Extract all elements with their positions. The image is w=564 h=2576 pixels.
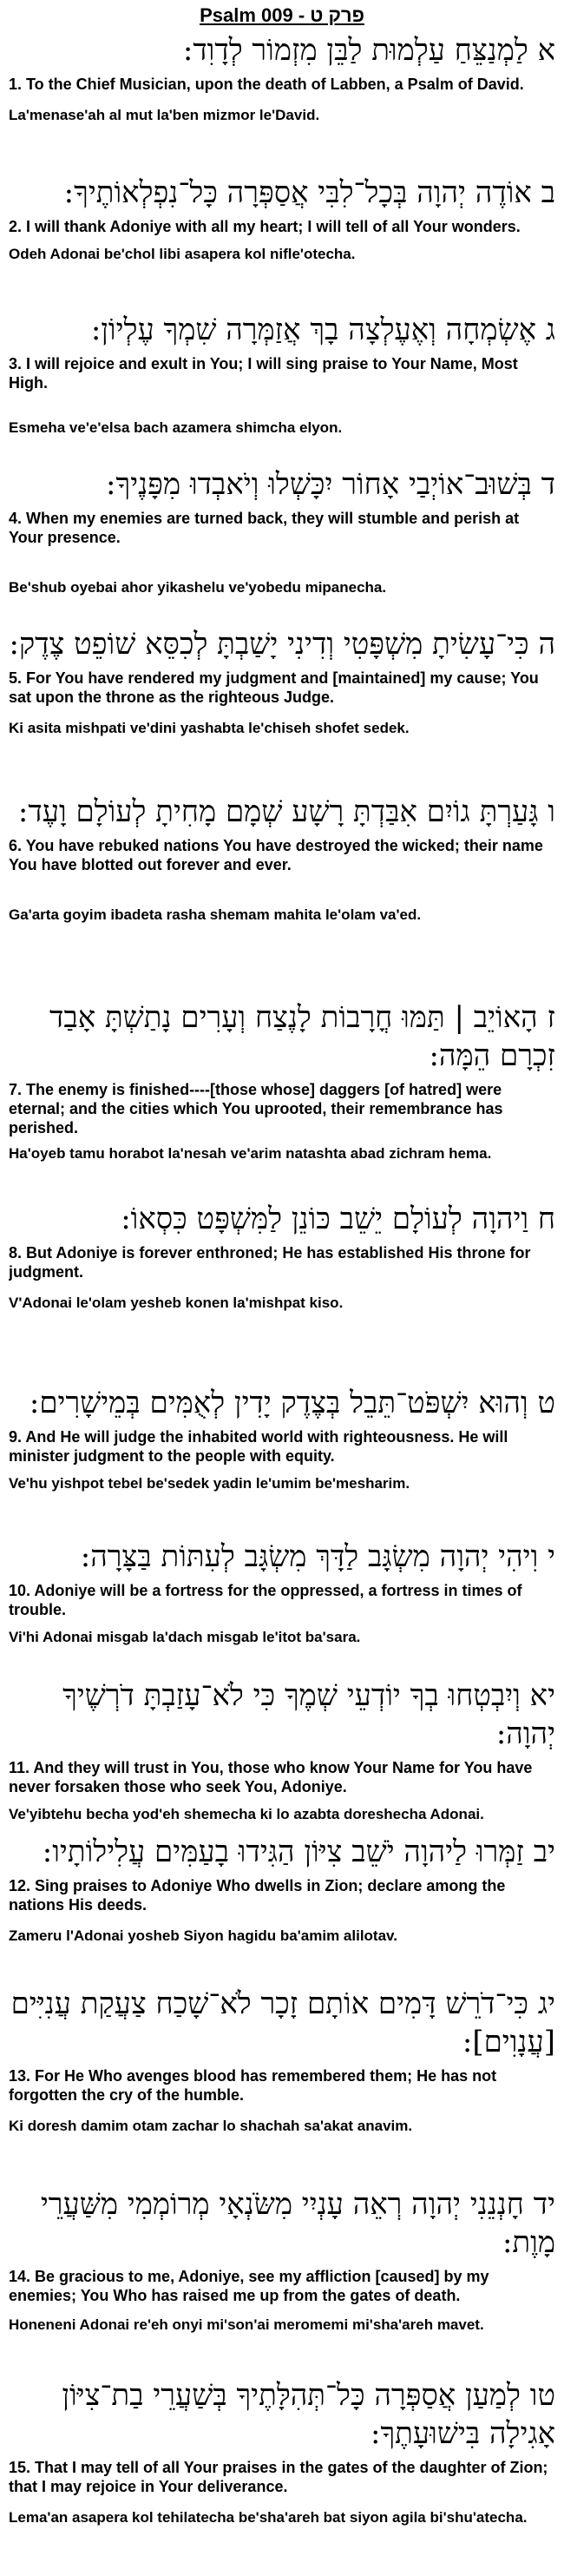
transliteration: Ki asita mishpati ve'dini yashabta le'chiseh shofet sedek.	[9, 720, 410, 736]
transliteration: Ha'oyeb tamu horabot la'nesah ve'arim natashta abad zichram hema.	[9, 1145, 492, 1162]
english-translation: 1. To the Chief Musician, upon the death of Labben, a Psalm of David.	[9, 76, 524, 93]
verse-13	[9, 1985, 555, 2185]
english-translation: 3. I will rejoice and exult in You; I will sing praise to Your Name, Most High.	[9, 355, 518, 392]
hebrew-text: ד בְּשׁוּב־אוֹיְבַי אָחוֹר יִכָּשְׁלוּ וְיֹאבְדוּ מִפָּנֶיךָ:	[106, 467, 555, 502]
english-translation: 7. The enemy is finished----[those whose] daggers [of hatred] were eternal; and the cities which You uprooted, their remembrance has perished.	[9, 1081, 503, 1136]
english-translation: 15. That I may tell of all Your praises in the gates of the daughter of Zion; that I may rejoice in Your deliverance.	[9, 2459, 548, 2495]
english-translation: 13. For He Who avenges blood has remembered them; He has not forgotten the cry of the humble.	[9, 2067, 497, 2104]
verse-9	[9, 1384, 555, 1538]
hebrew-text: י וִיהִי יְהוָה מִשְׂגָּב לַדָּךְ מִשְׂגָּב לְעִתּוֹת בַּצָּרָה:	[80, 1539, 555, 1574]
verse-15	[9, 2376, 555, 2573]
transliteration: Ki doresh damim otam zachar lo shachah sa'akat anavim.	[9, 2118, 413, 2134]
hebrew-text: יג כִּי־דֹרֵשׁ דָּמִים אוֹתָם זָכָר לֹא־שָׁכַח צַעֲקַת עֲנִיִּים [עֲנָוִים]:	[10, 1986, 555, 2059]
verse-2	[9, 174, 555, 311]
hebrew-text: ח וַיהוָה לְעוֹלָם יֵשֵׁב כּוֹנֵן לַמִּשְׁפָּט כִּסְאוֹ:	[121, 1202, 555, 1236]
english-translation: 6. You have rebuked nations You have destroyed the wicked; their name You have blotted out forever and ever.	[9, 837, 543, 873]
transliteration: Zameru l'Adonai yosheb Siyon hagidu ba'amim alilotav.	[9, 1927, 397, 1944]
transliteration: Ga'arta goyim ibadeta rasha shemam mahita le'olam va'ed.	[9, 906, 422, 923]
english-translation: 5. For You have rendered my judgment and [maintained] my cause; You sat upon the throne as the righteous Judge.	[9, 669, 539, 706]
hebrew-text: ז הָאוֹיֵב | תַּמּוּ חֳרָבוֹת לָנֶצַח וְעָרִים נָתַשְׁתָּ אָבַד זִכְרָם הֵמָּה:	[49, 1000, 555, 1073]
verse-6	[9, 793, 555, 998]
english-translation: 2. I will thank Adoniye with all my heart; I will tell of all Your wonders.	[9, 218, 521, 235]
english-translation: 10. Adoniye will be a fortress for the oppressed, a fortress in times of trouble.	[9, 1582, 522, 1618]
transliteration: La'menase'ah al mut la'ben mizmor le'David.	[9, 107, 320, 123]
transliteration: Ve'hu yishpot tebel be'sedek yadin le'umim be'mesharim.	[9, 1475, 410, 1492]
verse-7	[9, 998, 555, 1200]
hebrew-text: יד חָנְנֵנִי יְהוָה רְאֵה עָנְיִי מִשֹּׂנְאָי מְרוֹמְמִי מִשַּׁעֲרֵי מָוֶת:	[40, 2187, 555, 2260]
english-translation: 8. But Adoniye is forever enthroned; He has established His throne for judgment.	[9, 1244, 531, 1281]
transliteration: Esmeha ve'e'elsa bach azamera shimcha elyon.	[9, 419, 343, 436]
hebrew-text: ט וְהוּא יִשְׁפֹּט־תֵּבֵל בְּצֶדֶק יָדִין לְאֻמִּים בְּמֵישָׁרִים:	[29, 1386, 555, 1420]
verse-14	[9, 2185, 555, 2376]
verse-10	[9, 1538, 555, 1677]
verse-8	[9, 1200, 555, 1384]
english-translation: 11. And they will trust in You, those who know Your Name for You have never forsaken those who seek You, Adoniye.	[9, 1759, 533, 1795]
transliteration: Ve'yibtehu becha yod'eh shemecha ki lo azabta doreshecha Adonai.	[9, 1806, 484, 1822]
transliteration: Honeneni Adonai re'eh onyi mi'son'ai meromemi mi'sha'areh mavet.	[9, 2316, 484, 2333]
transliteration: Lema'an asapera kol tehilatecha be'sha'areh bat siyon agila bi'shu'atecha.	[9, 2509, 528, 2526]
hebrew-text: ו גָּעַרְתָּ גוֹיִם אִבַּדְתָּ רָשָׁע שְׁמָם מָחִיתָ לְעוֹלָם וָעֶד:	[17, 794, 555, 829]
transliteration: Be'shub oyebai ahor yikashelu ve'yobedu mipanecha.	[9, 579, 387, 596]
english-translation: 14. Be gracious to me, Adoniye, see my affliction [caused] by my enemies; You Who has raised me up from the gates of death.	[9, 2268, 489, 2304]
hebrew-text: ג אֶשְׂמְחָה וְאֶעֶלְצָה בָךְ אֲזַמְּרָה שִׁמְךָ עֶלְיוֹן:	[90, 313, 555, 347]
hebrew-text: טו לְמַעַן אֲסַפְּרָה כָּל־תְּהִלָּתֶיךָ בְּשַׁעֲרֵי בַת־צִיּוֹן אָגִילָה בִּישׁוּעָתֶךָ:	[62, 2378, 555, 2451]
transliteration: V'Adonai le'olam yesheb konen la'mishpat kiso.	[9, 1295, 344, 1311]
hebrew-text: יא וְיִבְטְחוּ בְךָ יוֹדְעֵי שְׁמֶךָ כִּי לֹא־עָזַבְתָּ דֹרְשֶׁיךָ יְהוָה:	[62, 1678, 555, 1751]
hebrew-text: יב זַמְּרוּ לַיהוָה יֹשֵׁב צִיּוֹן הַגִּידוּ בָעַמִּים עֲלִילוֹתָיו:	[42, 1835, 555, 1869]
verse-12	[9, 1833, 555, 1985]
hebrew-text: ב אוֹדֶה יְהוָה בְּכָל־לִבִּי אֲסַפְּרָה כָּל־נִפְלְאוֹתֶיךָ:	[63, 175, 555, 210]
hebrew-text: ה כִּי־עָשִׂיתָ מִשְׁפָּטִי וְדִינִי יָשַׁבְתָּ לְכִסֵּא שׁוֹפֵט צֶדֶק:	[9, 627, 555, 662]
hebrew-text: א לַמְנַצֵּחַ עַלְמוּת לַבֵּן מִזְמוֹר לְדָוִד:	[182, 33, 555, 68]
verse-11	[9, 1677, 555, 1833]
transliteration: Odeh Adonai be'chol libi asapera kol nifle'otecha.	[9, 246, 356, 262]
title-bar	[9, 0, 555, 31]
page-title: Psalm 009 - פרק ט	[200, 4, 364, 26]
verse-3	[9, 311, 555, 465]
english-translation: 12. Sing praises to Adoniye Who dwells in Zion; declare among the nations His deeds.	[9, 1877, 506, 1914]
verse-5	[9, 625, 555, 793]
english-translation: 4. When my enemies are turned back, they will stumble and perish at Your presence.	[9, 510, 520, 546]
transliteration: Vi'hi Adonai misgab la'dach misgab le'itot ba'sara.	[9, 1629, 361, 1645]
verse-1	[9, 31, 555, 174]
verse-4	[9, 465, 555, 625]
english-translation: 9. And He will judge the inhabited world with righteousness. He will minister judgment to the people with equity.	[9, 1428, 508, 1465]
